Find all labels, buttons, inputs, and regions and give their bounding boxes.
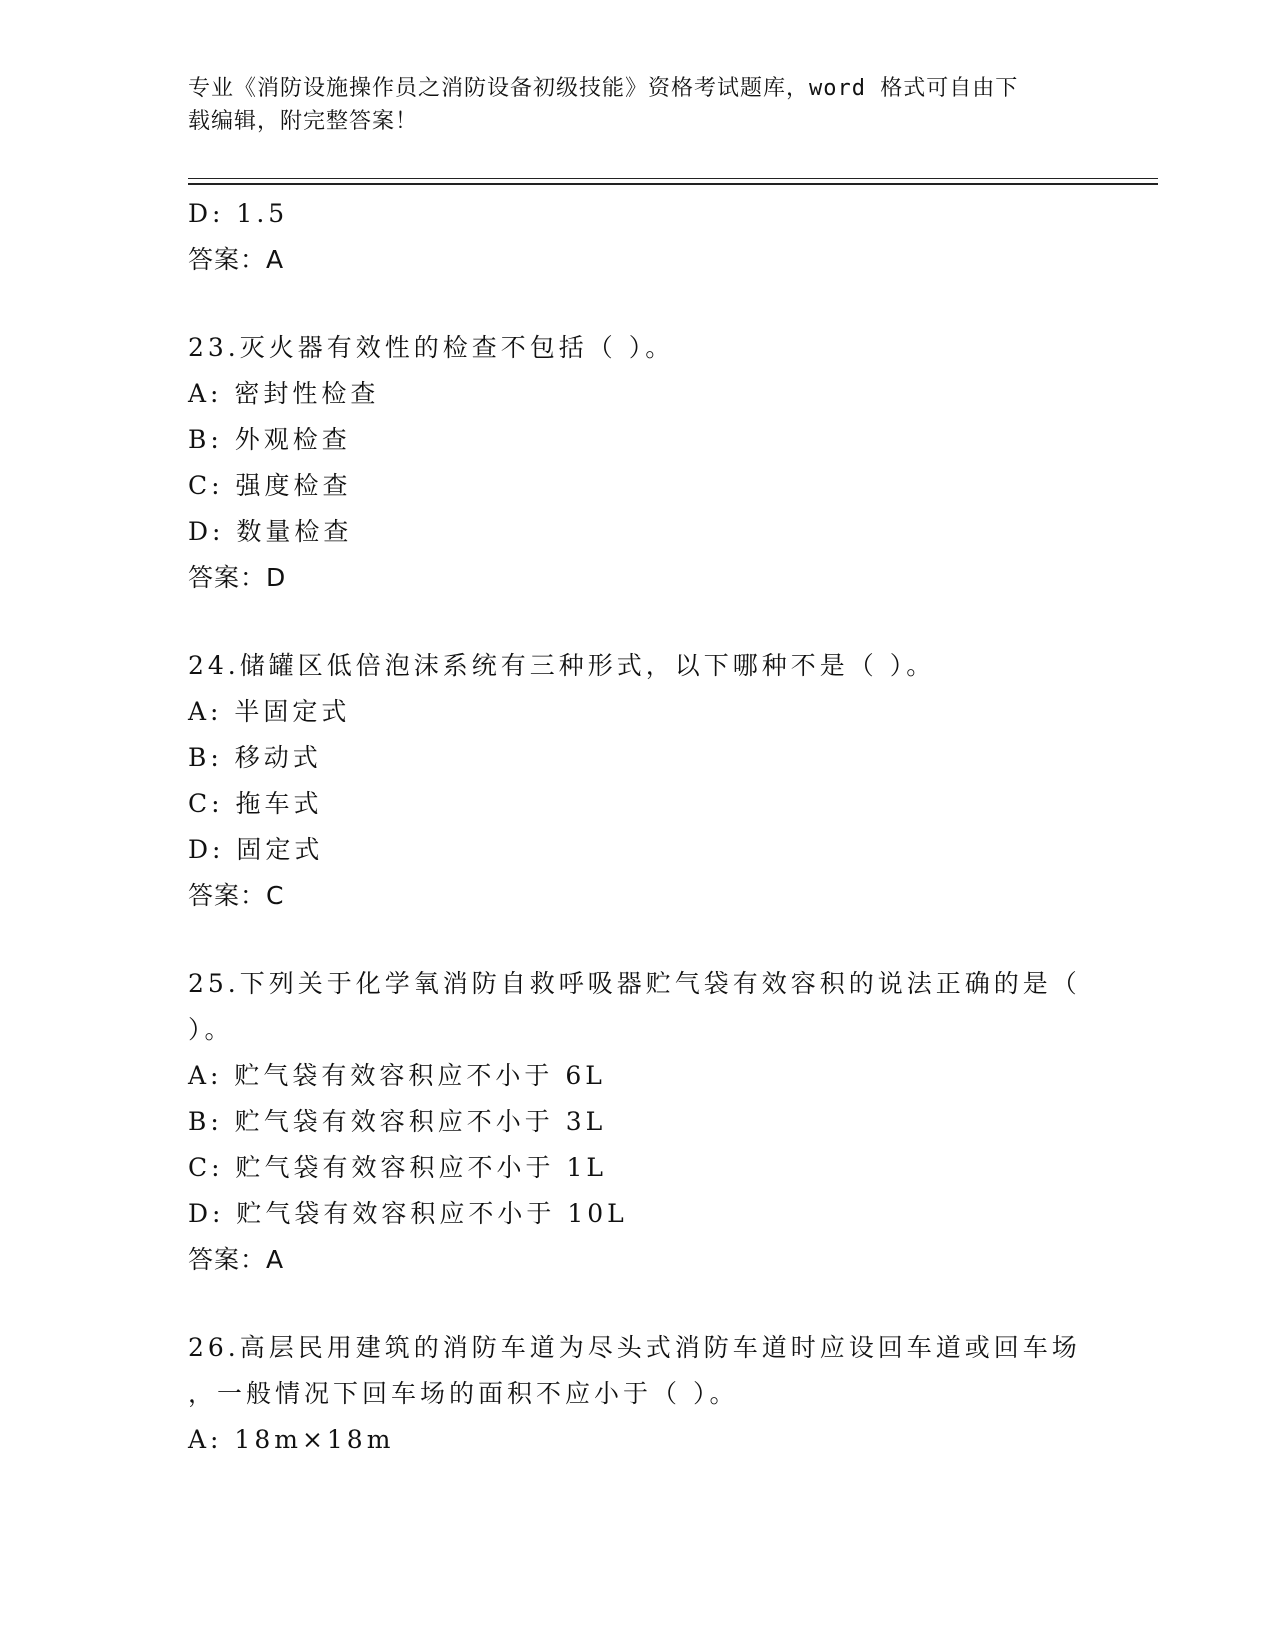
question-26 <box>188 1325 1088 1463</box>
question-stem: 23.灭火器有效性的检查不包括（ ）。 <box>188 333 675 362</box>
option-b: B: 移动式 <box>188 743 322 772</box>
question-stem-line-2: ）。 <box>188 1015 234 1044</box>
option-a: A: 半固定式 <box>188 697 351 726</box>
header-line-2: 载编辑，附完整答案！ <box>188 109 419 134</box>
question-25 <box>188 961 1088 1283</box>
option-a: A: 贮气袋有效容积应不小于 6L <box>188 1061 606 1090</box>
previous-option-d: D: 1.5 <box>188 199 289 228</box>
question-stem-line-1: 26.高层民用建筑的消防车道为尽头式消防车道时应设回车道或回车场 <box>188 1333 1081 1362</box>
option-a: A: 18m×18m <box>188 1425 395 1454</box>
answer: 答案：D <box>188 563 287 592</box>
question-stem-line-1: 25.下列关于化学氧消防自救呼吸器贮气袋有效容积的说法正确的是（ <box>188 969 1081 998</box>
question-stem-line-2: ，一般情况下回车场的面积不应小于（ ）。 <box>188 1379 739 1408</box>
option-d: D: 数量检查 <box>188 517 353 546</box>
answer: 答案：A <box>188 1245 285 1274</box>
question-24 <box>188 643 1088 919</box>
header-line-1: 专业《消防设施操作员之消防设备初级技能》资格考试题库，word 格式可自由下 <box>188 76 1019 101</box>
option-c: C: 拖车式 <box>188 789 323 818</box>
option-d: D: 贮气袋有效容积应不小于 10L <box>188 1199 628 1228</box>
option-d: D: 固定式 <box>188 835 324 864</box>
option-a: A: 密封性检查 <box>188 379 380 408</box>
option-c: C: 贮气袋有效容积应不小于 1L <box>188 1153 607 1182</box>
option-c: C: 强度检查 <box>188 471 352 500</box>
answer: 答案：C <box>188 881 285 910</box>
header-divider-thick <box>188 183 1158 185</box>
option-b: B: 外观检查 <box>188 425 351 454</box>
option-b: B: 贮气袋有效容积应不小于 3L <box>188 1107 607 1136</box>
question-23 <box>188 325 1088 601</box>
question-list <box>188 191 1088 1463</box>
previous-answer: 答案：A <box>188 245 285 274</box>
header-divider-thin <box>188 178 1158 179</box>
document-header <box>188 72 1088 138</box>
question-stem: 24.储罐区低倍泡沫系统有三种形式，以下哪种不是（ ）。 <box>188 651 936 680</box>
